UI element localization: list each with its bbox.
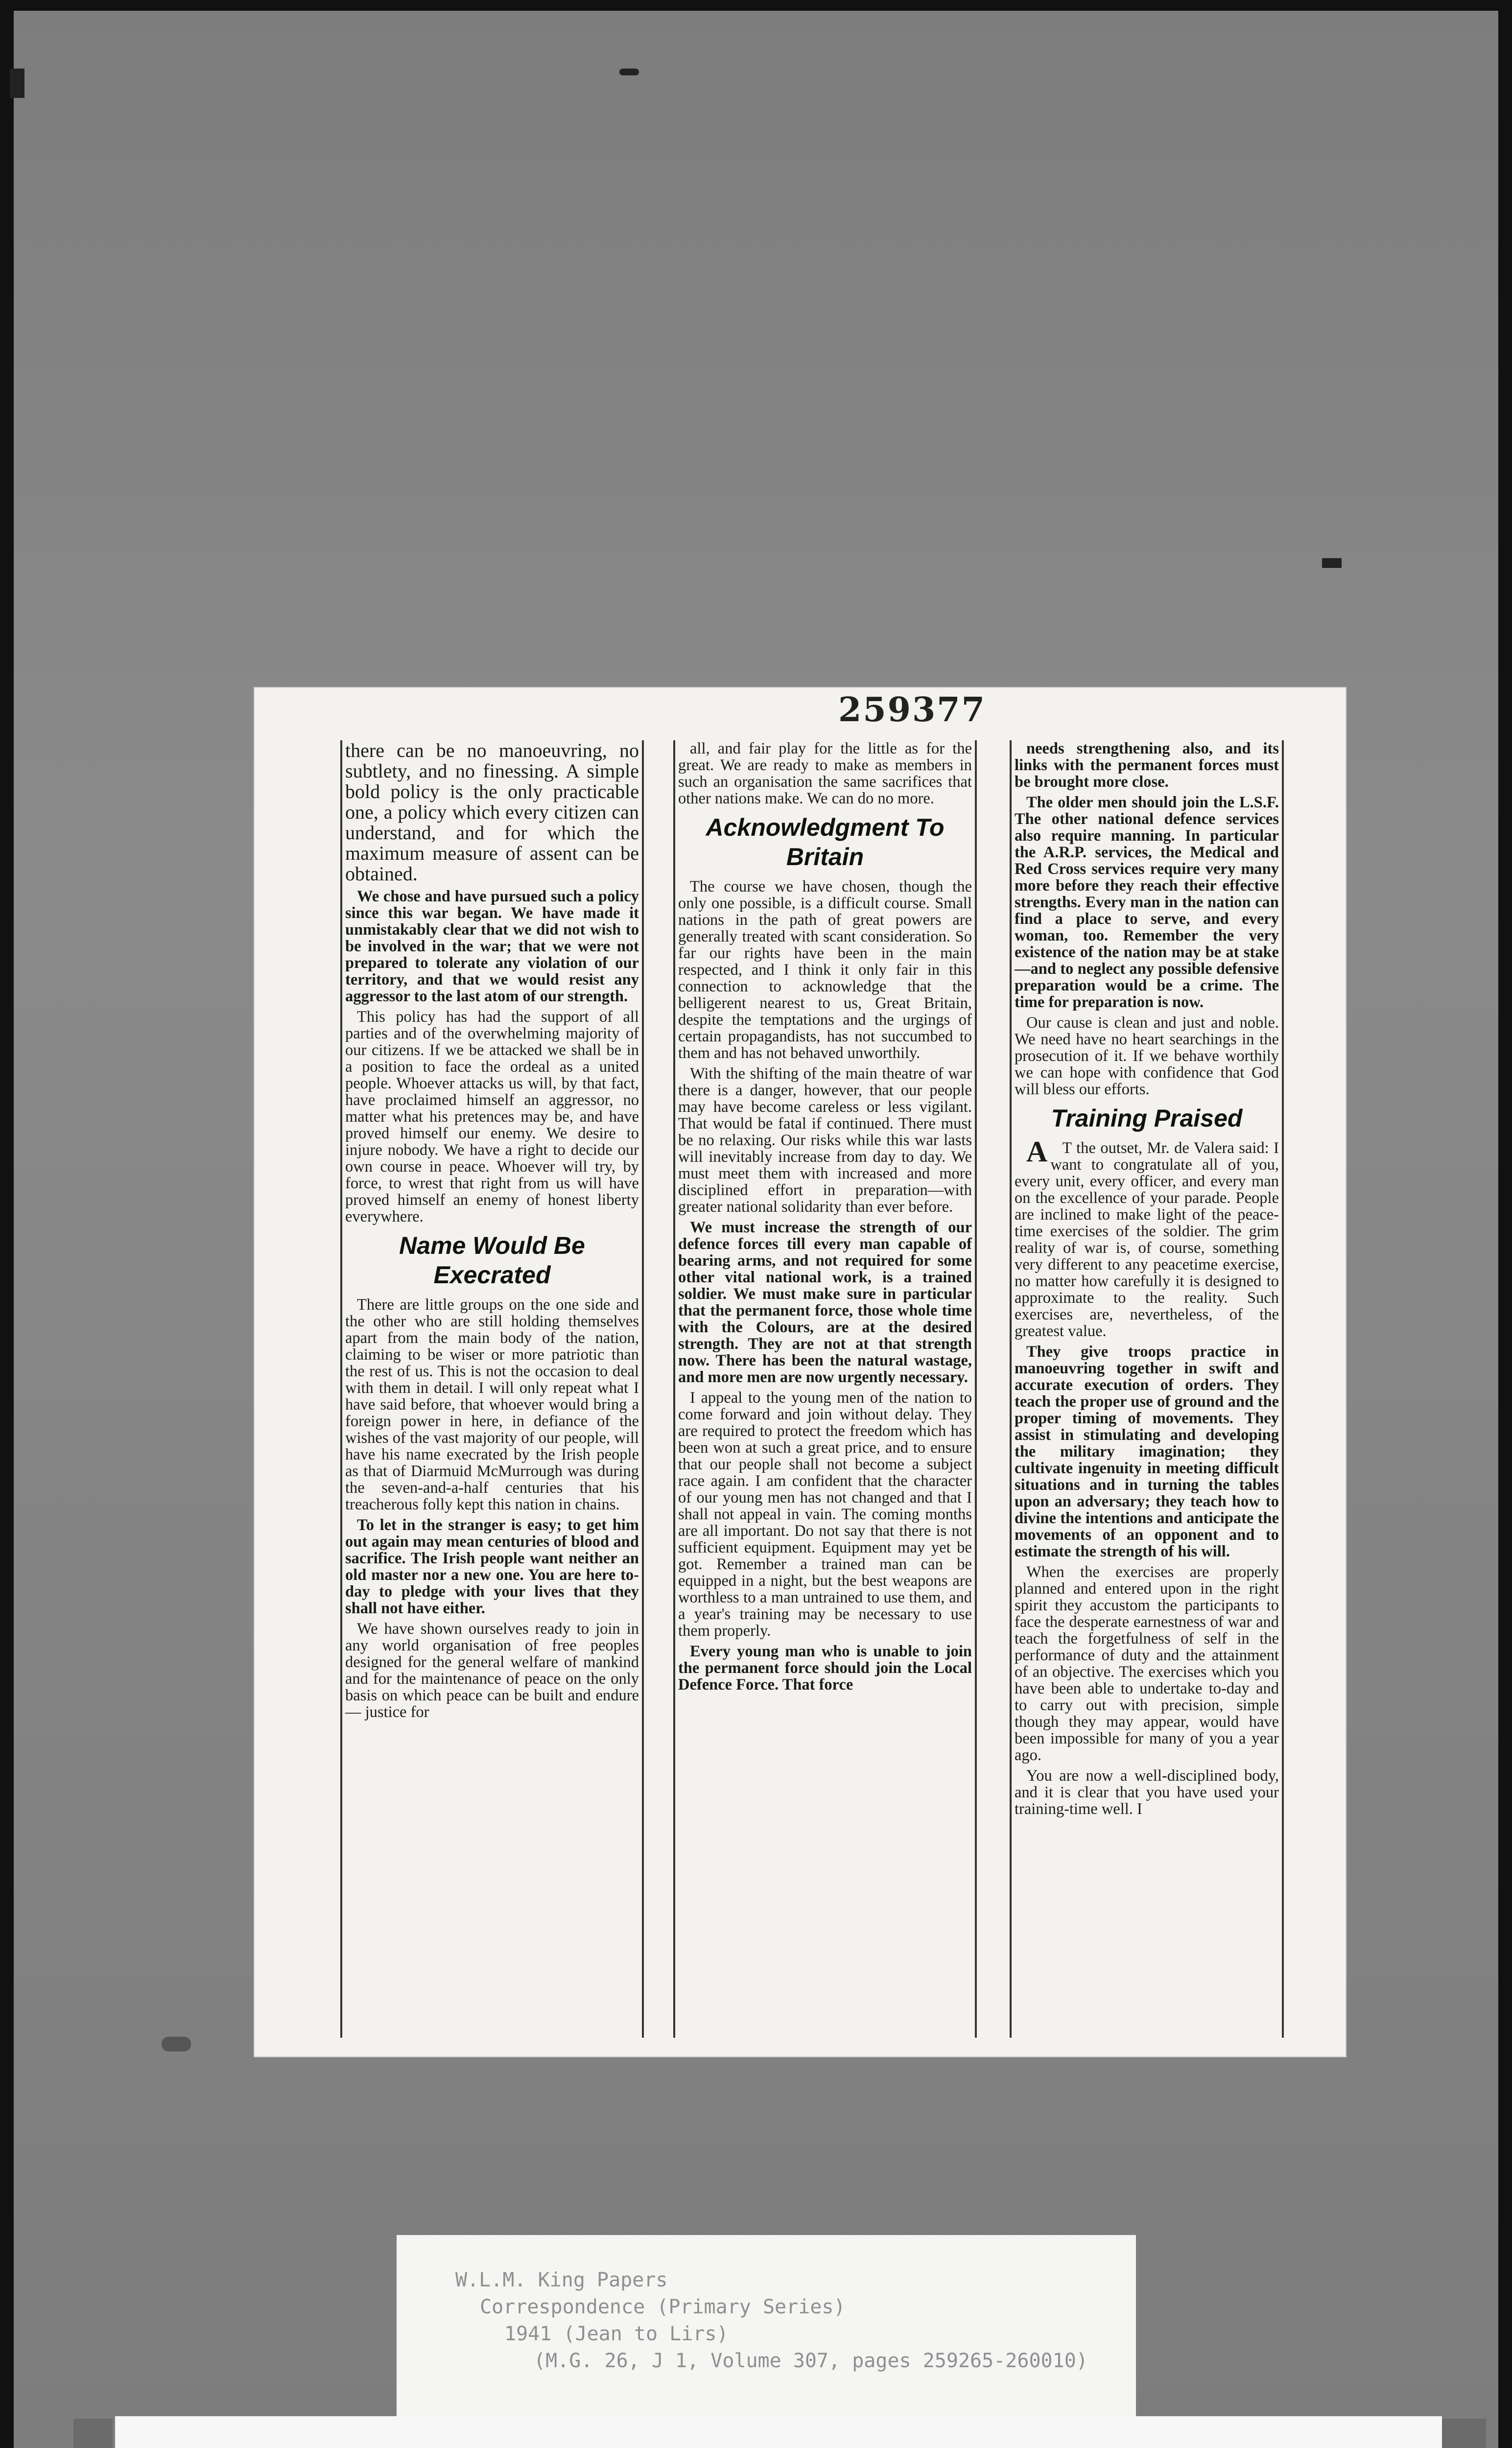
article-paragraph: We must increase the strength of our defence forces till every man capable of bearing arms, and not required for some other vital national work, is a trained soldier. We must make sure in particular that the permanent force, those whole time with the Colours, are at the desired strength. They are not at that strength now. There has been the natural wastage, and more men are now urgently necessary. [678, 1219, 972, 1386]
article-paragraph: You are now a well-disciplined body, and it is clear that you have used your training-time well. I [1015, 1767, 1279, 1818]
catalogue-line-collection: W.L.M. King Papers [455, 2269, 668, 2291]
article-paragraph: I appeal to the young men of the nation to come forward and join without delay. They are required to protect the freedom which has been won at such a great price, and to ensure that our people shall not become a subject race again. I am confident that the character of our young men has not changed and that I shall not appeal in vain. The coming months are all important. Do not say that there is not sufficient equipment. Equipment may yet be got. Remember a trained man can be equipped in a night, but the best weapons are worthless to a man untrained to use them, and a year's training may be necessary to use them properly. [678, 1389, 972, 1640]
article-paragraph: there can be no manoeuvring, no subtlety, and no finessing. A simple bold policy is the only practicable one, a policy which every citizen can understand, and for which the maximum measure of assent can be obtained. [345, 740, 639, 885]
banner-frame-left [73, 2419, 113, 2448]
page-number-stamp: 259377 [838, 690, 986, 730]
article-subheading: Name Would Be Execrated [399, 1232, 585, 1289]
article-paragraph: They give troops practice in manoeuvring together in swift and accurate execution of orders. They teach the proper use of ground and the proper timing of movements. They assist in stimulating and developing the military imagination; they cultivate ingenuity in meeting difficult situations and in turning the tables upon an adversary; they teach how to divine the intentions and anticipate the movements of an opponent and to estimate the strength of his will. [1015, 1343, 1279, 1560]
article-paragraph: We have shown ourselves ready to join in any world organisation of free peoples designed for the general welfare of mankind and for the maintenance of peace on the only basis on which peace can be built and endure — justice for [345, 1620, 639, 1721]
article-paragraph: To let in the stranger is easy; to get him out again may mean centuries of blood and sacrifice. The Irish people want neither an old master nor a new one. You are here to-day to pledge with your lives that they shall not have either. [345, 1516, 639, 1617]
catalogue-line-date-range: 1941 (Jean to Lirs) [504, 2323, 729, 2345]
board-mark [162, 2037, 191, 2051]
article-paragraph: The older men should join the L.S.F. The other national defence services also require manning. In particular the A.R.P. services, the Medical and Red Cross services require very many more before they reach their effective strengths. Every man in the nation can find a place to serve, and every woman, too. Remember the very existence of the nation may be at stake—and to neglect any possible defensive preparation would be a crime. The time for preparation is now. [1015, 794, 1279, 1011]
article-paragraph: With the shifting of the main theatre of war there is a danger, however, that our people may have become careless or less vigilant. That would be fatal if continued. There must be no relaxing. Our risks while this war lasts will inevitably increase from day to day. We must meet them with increased and more disciplined effort in preparation—with greater national solidarity than ever before. [678, 1065, 972, 1216]
article-paragraph: needs strengthening also, and its links with the permanent forces must be brought more close. [1015, 740, 1279, 791]
article-subheading: Training Praised [1051, 1105, 1243, 1132]
article-paragraph: This policy has had the support of all parties and of the overwhelming majority of our citizens. If we be attacked we shall be in a position to face the ordeal as a united people. Whoever attacks us will, by that fact, have proclaimed himself an aggressor, no matter what his pretences may be, and have proved himself our enemy. We desire to injure nobody. We have a right to decide our own course in peace. Whoever will try, by force, to wrest that right from us will have proved himself an enemy of honest liberty everywhere. [345, 1008, 639, 1225]
article-paragraph: There are little groups on the one side and the other who are still holding themselves apart from the main body of the nation, claiming to be wiser or more patriotic than the rest of us. This is not the occasion to deal with them in detail. I will only repeat what I have said before, that whoever would bring a foreign power in here, in defiance of the wishes of the vast majority of our people, will have his name execrated by the Irish people as that of Diarmuid McMurrough was during the seven-and-a-half centuries that his treacherous folly kept this nation in chains. [345, 1296, 639, 1513]
board-mark [1322, 558, 1342, 568]
banner-frame-right [1442, 2419, 1486, 2448]
archives-banner [115, 2416, 1442, 2448]
article-subheading: Acknowledgment To Britain [706, 814, 945, 871]
article-paragraph: Our cause is clean and just and noble. We need have no heart searchings in the prosecution of it. If we behave worthily we can hope with confidence that God will bless our efforts. [1015, 1014, 1279, 1098]
article-paragraph: We chose and have pursued such a policy since this war began. We have made it unmistakably clear that we did not wish to be involved in the war; that we were not prepared to tolerate any violation of our territory, and that we would resist any aggressor to the last atom of our strength. [345, 888, 639, 1005]
article-paragraph: When the exercises are properly planned and entered upon in the right spirit they accustom the participants to face the desperate earnestness of war and teach the forgetfulness of self in the performance of duty and the attainment of an objective. The exercises which you have been able to undertake to-day and to carry out with precision, simple though they may appear, would have been impossible for many of you a year ago. [1015, 1563, 1279, 1764]
article-column-3 [1010, 740, 1284, 2038]
article-paragraph: The course we have chosen, though the only one possible, is a difficult course. Small nations in the path of great powers are generally treated with scant consideration. So far our rights have been in the main respected, and I think it only fair in this connection to acknowledge that the belligerent nearest to us, Great Britain, despite the temptations and the urgings of certain propagandists, has not succumbed to them and has not behaved unworthily. [678, 878, 972, 1062]
board-mark [10, 69, 24, 98]
board-mark [619, 69, 639, 75]
article-paragraph: all, and fair play for the little as for the great. We are ready to make as members in such an organisation the same sacrifices that other nations make. We can do no more. [678, 740, 972, 807]
article-column-1 [340, 740, 644, 2038]
catalogue-line-reference: (M.G. 26, J 1, Volume 307, pages 259265-260010) [534, 2350, 1088, 2372]
article-column-2 [673, 740, 977, 2038]
catalogue-line-series: Correspondence (Primary Series) [480, 2296, 846, 2318]
article-paragraph: AT the outset, Mr. de Valera said: I want to congratulate all of you, every unit, every officer, and every man on the excellence of your parade. People are inclined to make light of the peace-time exercises of the soldier. The grim reality of war is, of course, something very different to any peacetime exercise, no matter how carefully it is designed to approximate to the reality. Such exercises are, nevertheless, of the greatest value. [1015, 1135, 1279, 1340]
article-paragraph: Every young man who is unable to join the permanent force should join the Local Defence Force. That force [678, 1643, 972, 1694]
